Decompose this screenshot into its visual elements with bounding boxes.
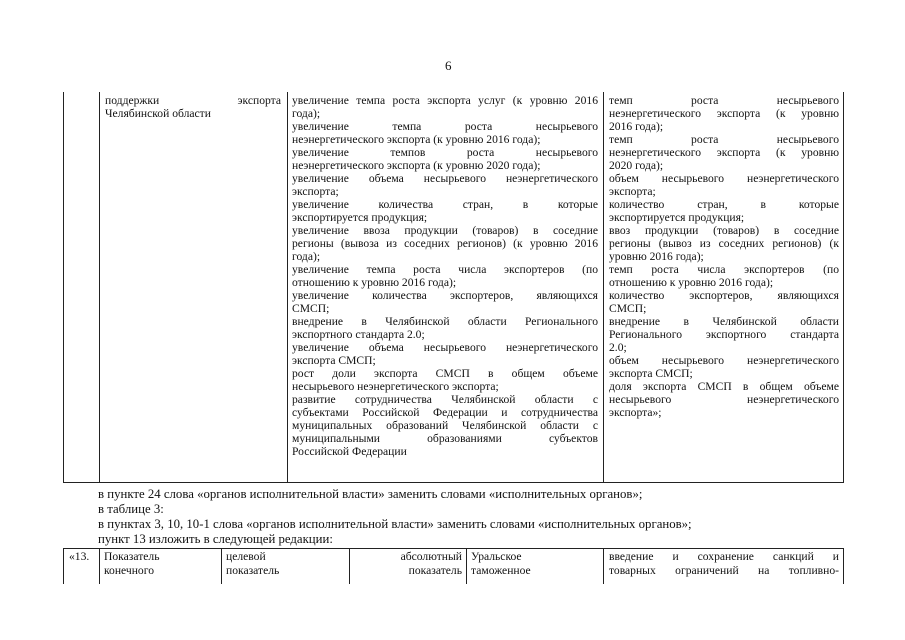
indicator-kind: абсолютный: [400, 550, 462, 563]
responsible-org: таможенное: [471, 564, 531, 577]
indicator-line: отношению к уровню 2016 года);: [609, 276, 774, 289]
indicator-line: экспортируется продукция;: [609, 211, 745, 224]
task-line: внедрение в Челябинской области Регионального: [292, 315, 598, 328]
task-line: экспортного стандарта 2.0;: [292, 328, 425, 341]
task-line: неэнергетического экспорта (к уровню 2020 года);: [292, 159, 541, 172]
task-line: увеличение количества экспортеров, являющихся: [292, 289, 598, 302]
indicator-name: конечного: [104, 564, 154, 577]
task-line: увеличение темпа роста экспорта услуг (к уровню 2016: [292, 94, 598, 107]
indicator-line: количество стран, в которые: [609, 198, 839, 211]
risk-text: товарных ограничений на топливно-: [609, 564, 839, 577]
indicator-line: экспорта»;: [609, 406, 662, 419]
indicator-line: темп роста несырьевого: [609, 94, 839, 107]
subject-line: поддержки экспорта: [105, 94, 281, 107]
indicator-line: уровню 2016 года);: [609, 250, 704, 263]
indicator-line: регионы (вывоз из соседних регионов) (к: [609, 237, 839, 250]
indicator-line: темп роста числа экспортеров (по: [609, 263, 839, 276]
indicator-line: объем несырьевого неэнергетического: [609, 354, 839, 367]
indicator-kind: показатель: [408, 564, 462, 577]
responsible-org: Уральское: [471, 550, 522, 563]
task-line: увеличение количества стран, в которые: [292, 198, 598, 211]
indicator-line: количество экспортеров, являющихся: [609, 289, 839, 302]
task-line: субъектами Российской Федерации и сотрудничества: [292, 406, 598, 419]
task-line: муниципальными образованиями субъектов: [292, 432, 598, 445]
amendment-paragraph: в таблице 3:: [98, 502, 164, 516]
task-line: экспорта СМСП;: [292, 354, 376, 367]
indicator-type: целевой: [226, 550, 266, 563]
indicator-line: неэнергетического экспорта (к уровню: [609, 107, 839, 120]
indicator-line: Регионального экспортного стандарта: [609, 328, 839, 341]
amendment-paragraph: пункт 13 изложить в следующей редакции:: [98, 532, 333, 546]
task-line: муниципальных образований Челябинской области с: [292, 419, 598, 432]
task-line: СМСП;: [292, 302, 330, 315]
task-line: отношению к уровню 2016 года);: [292, 276, 457, 289]
page-number: 6: [445, 58, 452, 73]
indicator-line: СМСП;: [609, 302, 647, 315]
task-line: увеличение темпа роста несырьевого: [292, 120, 598, 133]
indicator-line: экспорта;: [609, 185, 656, 198]
task-line: года);: [292, 250, 321, 263]
task-line: несырьевого неэнергетического экспорта;: [292, 380, 499, 393]
task-line: увеличение объема несырьевого неэнергетического: [292, 172, 598, 185]
amendment-paragraph: в пункте 24 слова «органов исполнительной власти» заменить словами «исполнительных органов»;: [98, 487, 643, 501]
indicator-line: неэнергетического экспорта (к уровню: [609, 146, 839, 159]
indicator-line: доля экспорта СМСП в общем объеме: [609, 380, 839, 393]
task-line: развитие сотрудничества Челябинской области с: [292, 393, 598, 406]
indicator-line: 2.0;: [609, 341, 627, 354]
indicator-line: 2016 года);: [609, 120, 664, 133]
indicator-line: темп роста несырьевого: [609, 133, 839, 146]
indicator-line: внедрение в Челябинской области: [609, 315, 839, 328]
task-line: неэнергетического экспорта (к уровню 2016 года);: [292, 133, 541, 146]
indicator-line: объем несырьевого неэнергетического: [609, 172, 839, 185]
task-line: регионы (вывоза из соседних регионов) (к уровню 2016: [292, 237, 598, 250]
task-line: экспорта;: [292, 185, 339, 198]
task-line: экспортируется продукция;: [292, 211, 428, 224]
indicator-line: 2020 года);: [609, 159, 664, 172]
risk-text: введение и сохранение санкций и: [609, 550, 839, 563]
task-line: Российской Федерации: [292, 445, 407, 458]
indicator-name: Показатель: [104, 550, 160, 563]
indicator-line: ввоз продукции (товаров) в соседние: [609, 224, 839, 237]
row-number: «13.: [69, 550, 90, 563]
indicator-type: показатель: [226, 564, 280, 577]
measures-table: [63, 92, 844, 483]
task-line: года);: [292, 107, 321, 120]
task-line: увеличение объема несырьевого неэнергетического: [292, 341, 598, 354]
amendment-paragraph: в пунктах 3, 10, 10-1 слова «органов исполнительной власти» заменить словами «исполнительных органов»;: [98, 517, 692, 531]
task-line: рост доли экспорта СМСП в общем объеме: [292, 367, 598, 380]
indicators-cell: [609, 94, 839, 419]
indicator-line: экспорта СМСП;: [609, 367, 693, 380]
subject-cell: [105, 94, 281, 120]
task-line: увеличение темпов роста несырьевого: [292, 146, 598, 159]
subject-line: Челябинской области: [105, 107, 211, 120]
indicator-line: несырьевого неэнергетического: [609, 393, 839, 406]
task-line: увеличение ввоза продукции (товаров) в соседние: [292, 224, 598, 237]
tasks-cell: [292, 94, 598, 458]
task-line: увеличение темпа роста числа экспортеров (по: [292, 263, 598, 276]
table-row-13: [63, 548, 844, 584]
